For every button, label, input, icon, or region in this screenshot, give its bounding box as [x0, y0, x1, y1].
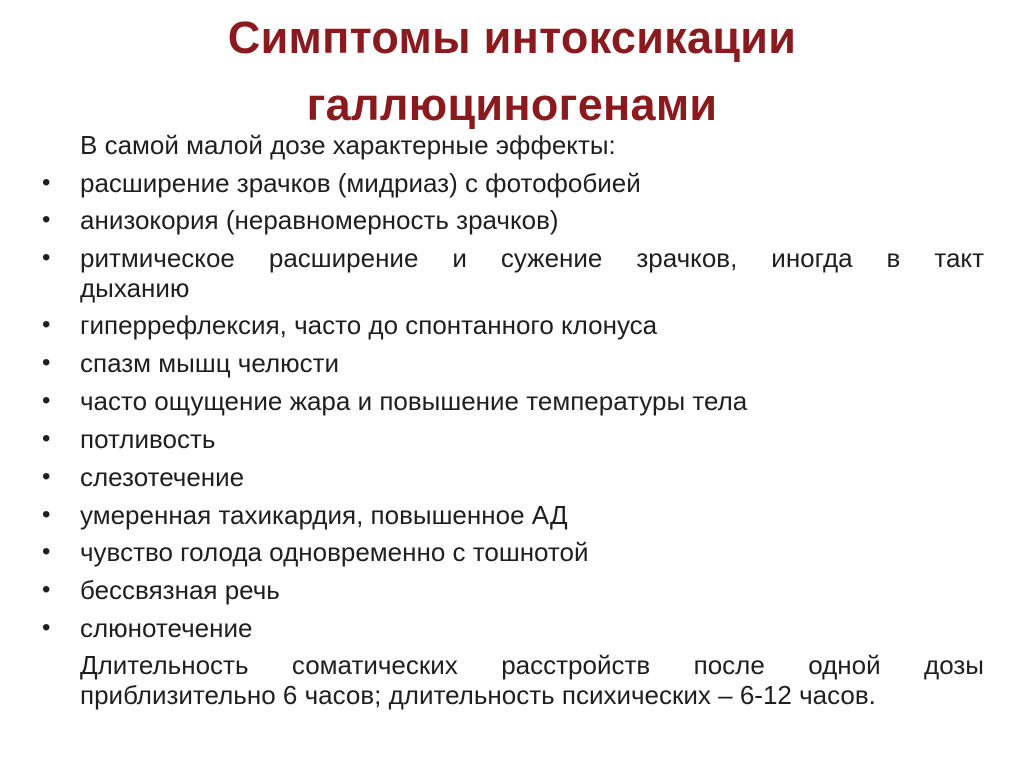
conclusion-line-2: приблизительно 6 часов; длительность психических – 6-12 часов. [80, 680, 876, 710]
list-item: чувство голода одновременно с тошнотой [80, 537, 589, 567]
bullet-icon: • [42, 576, 51, 603]
bullet-icon: • [42, 614, 51, 641]
conclusion-line-1: Длительность соматических расстройств после одной дозы [80, 650, 984, 680]
bullet-icon: • [42, 349, 51, 376]
list-item: умеренная тахикардия, повышенное АД [80, 500, 568, 530]
list-item: слезотечение [80, 462, 245, 492]
slide-title-line-1: Симптомы интоксикации [227, 12, 797, 63]
bullet-icon: • [42, 387, 51, 414]
bullet-icon: • [42, 501, 51, 528]
list-item: потливость [80, 424, 216, 454]
list-item: ритмическое расширение и сужение зрачков, иногда в такт [80, 243, 984, 273]
intro-text: В самой малой дозе характерные эффекты: [80, 130, 616, 160]
bullet-icon: • [42, 425, 51, 452]
bullet-icon: • [42, 311, 51, 338]
bullet-icon: • [42, 463, 51, 490]
list-item: бессвязная речь [80, 575, 280, 605]
bullet-icon: • [42, 244, 51, 271]
bullet-icon: • [42, 169, 51, 196]
list-item: спазм мышц челюсти [80, 348, 340, 378]
bullet-icon: • [42, 206, 51, 233]
list-item-continuation: дыханию [80, 273, 190, 303]
slide-title-line-2: галлюциногенами [306, 79, 718, 130]
bullet-icon: • [42, 538, 51, 565]
list-item: часто ощущение жара и повышение температуры тела [80, 386, 748, 416]
list-item: расширение зрачков (мидриаз) с фотофобией [80, 168, 641, 198]
list-item: слюнотечение [80, 613, 253, 643]
list-item: анизокория (неравномерность зрачков) [80, 205, 559, 235]
list-item: гиперрефлексия, часто до спонтанного клонуса [80, 310, 658, 340]
